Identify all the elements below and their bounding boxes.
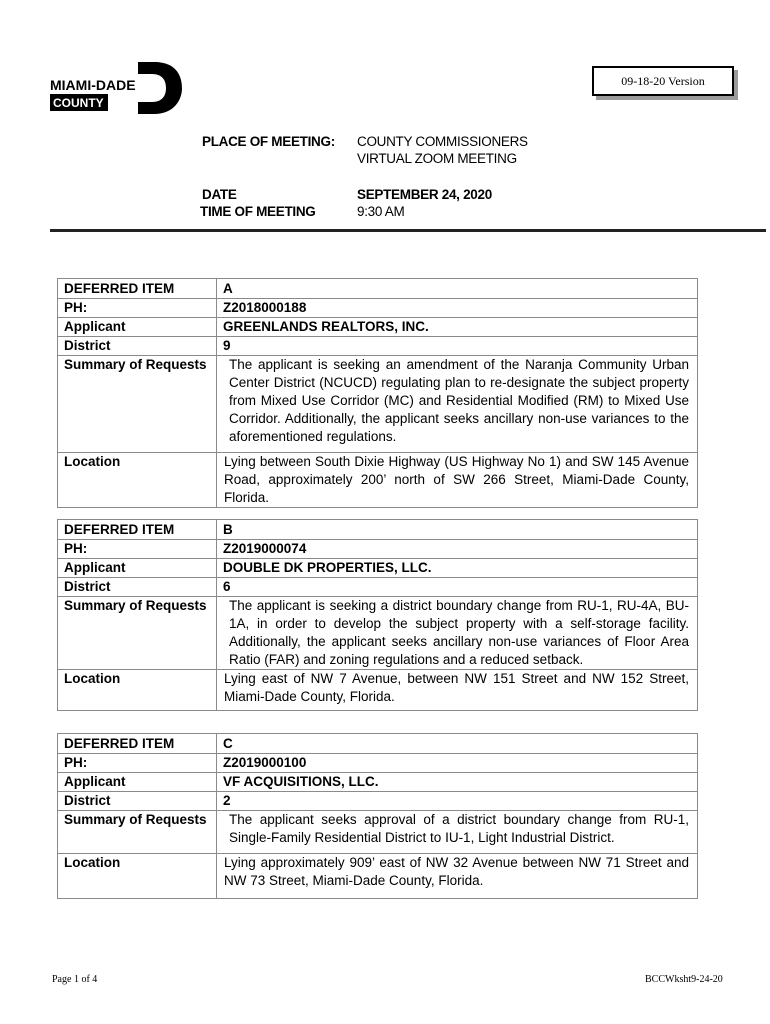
district-label: District — [58, 337, 217, 356]
version-text: 09-18-20 Version — [621, 73, 705, 88]
version-badge — [592, 66, 734, 96]
time-label: TIME OF MEETING — [200, 204, 316, 219]
applicant-label: Applicant — [58, 773, 217, 792]
location-value: Lying approximately 909’ east of NW 32 Avenue between NW 71 Street and NW 73 Street, Miami-Dade County, Florida. — [217, 854, 698, 899]
district-value: 2 — [217, 792, 698, 811]
deferred-item-label: DEFERRED ITEM — [58, 279, 217, 299]
applicant-label: Applicant — [58, 559, 217, 578]
place-line-1: COUNTY COMMISSIONERS — [357, 134, 528, 149]
summary-value: The applicant is seeking a district boundary change from RU-1, RU-4A, BU-1A, in order to develop the subject property with a self-storage facility. Additionally, the applicant seeks ancillary non-use variances of Floor Area Ratio (FAR) and zoning regulations and a reduced setback. — [217, 597, 698, 670]
miami-dade-county-logo — [50, 60, 182, 116]
deferred-item-table-b — [57, 519, 698, 711]
ph-value: Z2018000188 — [217, 299, 698, 318]
deferred-item-value: A — [217, 279, 698, 299]
deferred-item-table-a — [57, 278, 698, 508]
deferred-item-label: DEFERRED ITEM — [58, 520, 217, 540]
district-value: 9 — [217, 337, 698, 356]
summary-value: The applicant seeks approval of a district boundary change from RU-1, Single-Family Residential District to IU-1, Light Industrial District. — [217, 811, 698, 854]
deferred-item-value: B — [217, 520, 698, 540]
logo-top-text: MIAMI-DADE — [50, 77, 136, 93]
summary-value: The applicant is seeking an amendment of the Naranja Community Urban Center District (NCUCD) regulating plan to re-designate the subject property from Mixed Use Corridor (MC) and Residential Modified (RM) to Mixed Use Corridor. Additionally, the applicant seeks ancillary non-use variances to the aforementioned regulations. — [217, 356, 698, 453]
date-label: DATE — [202, 187, 237, 202]
page-number: Page 1 of 4 — [52, 974, 98, 985]
ph-value: Z2019000100 — [217, 754, 698, 773]
district-label: District — [58, 792, 217, 811]
applicant-label: Applicant — [58, 318, 217, 337]
header-divider — [50, 229, 766, 232]
time-value: 9:30 AM — [357, 204, 405, 219]
location-value: Lying between South Dixie Highway (US Highway No 1) and SW 145 Avenue Road, approximately 200’ north of SW 266 Street, Miami-Dade County, Florida. — [217, 453, 698, 508]
ph-label: PH: — [58, 754, 217, 773]
deferred-item-value: C — [217, 734, 698, 754]
deferred-item-table-c — [57, 733, 698, 899]
place-line-2: VIRTUAL ZOOM MEETING — [357, 151, 517, 166]
summary-label: Summary of Requests — [58, 597, 217, 670]
applicant-value: DOUBLE DK PROPERTIES, LLC. — [217, 559, 698, 578]
location-label: Location — [58, 854, 217, 899]
document-code: BCCWksht9-24-20 — [645, 974, 723, 985]
location-label: Location — [58, 670, 217, 711]
location-value: Lying east of NW 7 Avenue, between NW 151 Street and NW 152 Street, Miami-Dade County, Florida. — [217, 670, 698, 711]
logo-bottom-text: COUNTY — [53, 96, 104, 110]
place-label: PLACE OF MEETING: — [202, 134, 335, 149]
district-value: 6 — [217, 578, 698, 597]
summary-label: Summary of Requests — [58, 811, 217, 854]
ph-label: PH: — [58, 299, 217, 318]
summary-label: Summary of Requests — [58, 356, 217, 453]
deferred-item-label: DEFERRED ITEM — [58, 734, 217, 754]
applicant-value: VF ACQUISITIONS, LLC. — [217, 773, 698, 792]
district-label: District — [58, 578, 217, 597]
applicant-value: GREENLANDS REALTORS, INC. — [217, 318, 698, 337]
ph-value: Z2019000074 — [217, 540, 698, 559]
date-value: SEPTEMBER 24, 2020 — [357, 187, 492, 202]
ph-label: PH: — [58, 540, 217, 559]
location-label: Location — [58, 453, 217, 508]
